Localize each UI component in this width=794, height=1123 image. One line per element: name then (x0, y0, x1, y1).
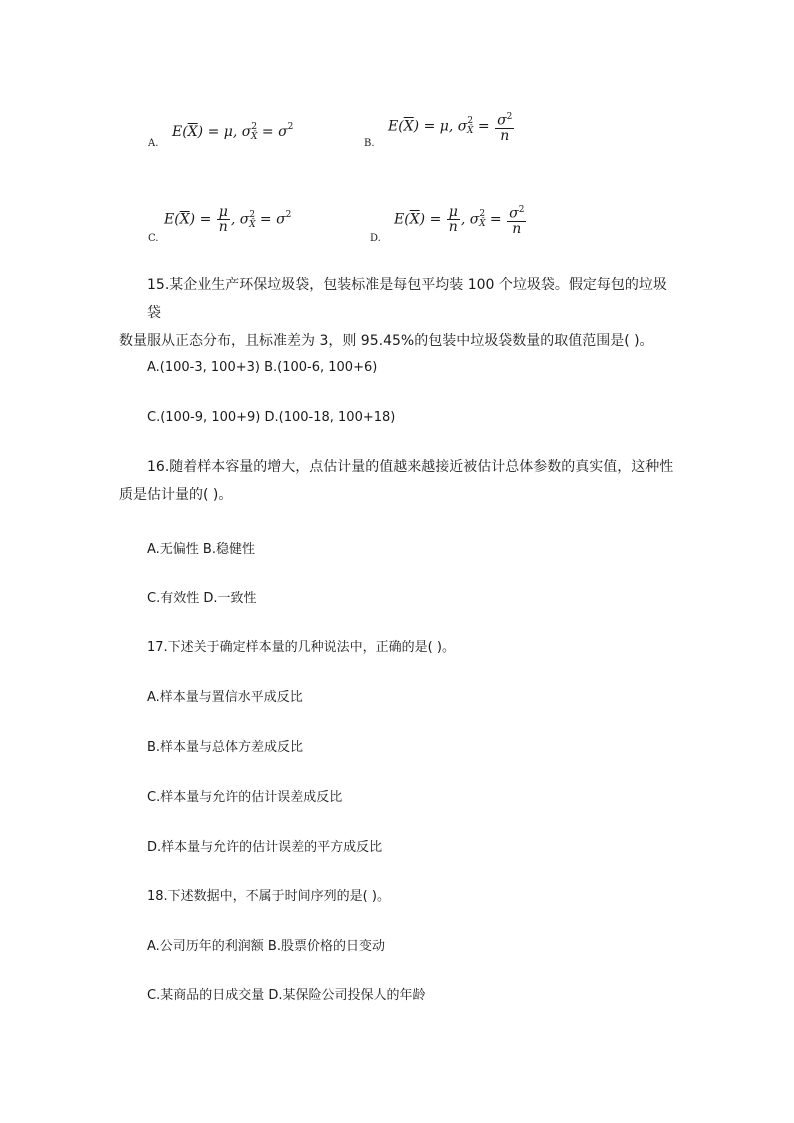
option-a-letter: A. (148, 138, 159, 149)
question-15-stem (119, 271, 679, 355)
question-17-option-a: A.样本量与置信水平成反比 (147, 690, 303, 705)
question-16-stem (119, 453, 679, 509)
option-b-formula: $E(\overline{X}) = \mu$, $\sigma^2_{X̄}$ = $\frac{\sigma^2}{n}$ (388, 112, 513, 144)
question-18-stem: 18.下述数据中，不属于时间序列的是( )。 (147, 889, 390, 904)
question-18-options-cd: C.某商品的日成交量 D.某保险公司投保人的年龄 (147, 988, 426, 1003)
option-c-formula: $E(\overline{X})$ = $\frac{\mu}{n}$ , $\sigma^2_{X̄} = \sigma^2$ (164, 204, 292, 235)
option-d-formula: $E(\overline{X})$ = $\frac{\mu}{n}$ , $\sigma^2_{X̄}$ = $\frac{\sigma^2}{n}$ (394, 203, 525, 237)
question-16-options-ab: A.无偏性 B.稳健性 (147, 542, 255, 557)
option-b-letter: B. (364, 138, 375, 149)
question-15-stem-line2: 数量服从正态分布，且标准差为 3，则 95.45%的包装中垃圾袋数量的取值范围是( )。 (119, 333, 654, 349)
question-15-stem-line1: 15.某企业生产环保垃圾袋，包装标准是每包平均装 100 个垃圾袋。假定每包的垃圾袋 (147, 277, 667, 321)
option-d-letter: D. (370, 233, 381, 244)
question-18-options-ab: A.公司历年的利润额 B.股票价格的日变动 (147, 939, 385, 954)
question-17-option-b: B.样本量与总体方差成反比 (147, 740, 304, 755)
question-16-stem-line2: 质是估计量的( )。 (119, 487, 233, 503)
question-15-options-ab: A.(100-3, 100+3) B.(100-6, 100+6) (147, 360, 378, 375)
question-16-options-cd: C.有效性 D.一致性 (147, 591, 257, 606)
question-17-stem: 17.下述关于确定样本量的几种说法中，正确的是( )。 (147, 640, 455, 655)
question-17-option-c: C.样本量与允许的估计误差成反比 (147, 790, 343, 805)
option-c-letter: C. (148, 233, 159, 244)
question-15-options-cd: C.(100-9, 100+9) D.(100-18, 100+18) (147, 410, 396, 425)
option-a-formula: $E(\overline{X}) = \mu$, $\sigma^2_{X̄} = \sigma^2$ (172, 122, 294, 142)
question-16-stem-line1: 16.随着样本容量的增大，点估计量的值越来越接近被估计总体参数的真实值，这种性 (147, 459, 674, 475)
question-17-option-d: D.样本量与允许的估计误差的平方成反比 (147, 840, 383, 855)
